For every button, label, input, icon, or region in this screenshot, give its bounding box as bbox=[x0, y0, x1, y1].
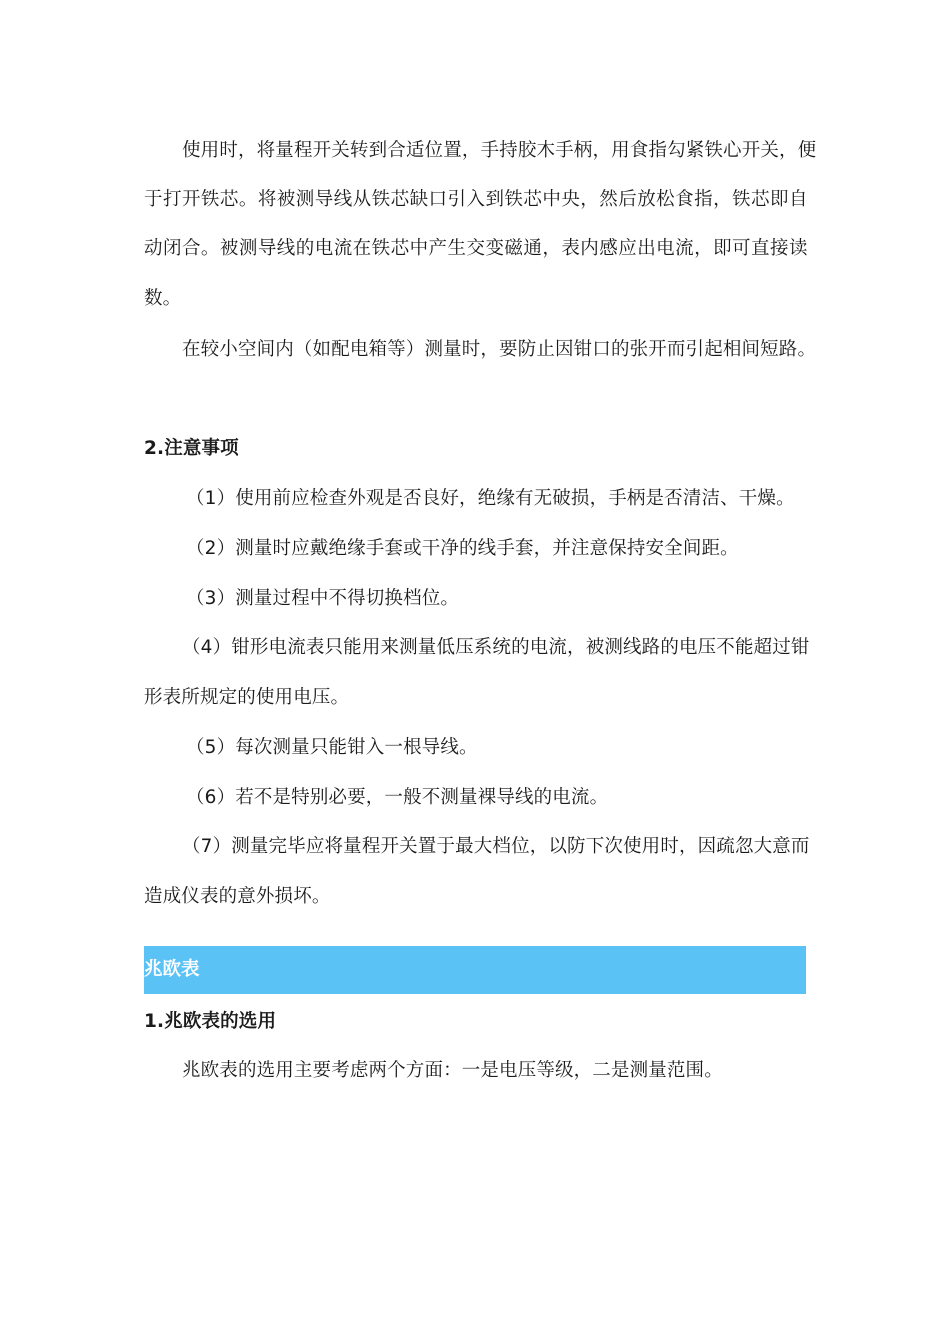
precaution-item-6: （6）若不是特别必要，一般不测量裸导线的电流。 bbox=[186, 787, 609, 808]
usage-paragraph-line-4: 数。 bbox=[144, 288, 182, 309]
precaution-item-2: （2）测量时应戴绝缘手套或干净的线手套，并注意保持安全间距。 bbox=[186, 538, 739, 559]
precautions-heading: 2.注意事项 bbox=[144, 438, 239, 459]
selection-paragraph: 兆欧表的选用主要考虑两个方面：一是电压等级，二是测量范围。 bbox=[182, 1060, 723, 1081]
precaution-item-4-line-1: （ 4 ） 钳 形 电 流 表 只 能 用 来 测 量 低 压 系 统 的 电 流 ， 被 测 线 路 的 电 压 不 能 超 过 钳 bbox=[182, 637, 810, 658]
usage-paragraph-2: 在较小空间内（如配电箱等）测量时，要防止因钳口的张开而引起相间短路。 bbox=[182, 339, 817, 360]
precaution-item-7-line-2: 造成仪表的意外损坏。 bbox=[144, 886, 331, 907]
precaution-item-7-line-1: （ 7 ） 测 量 完 毕 应 将 量 程 开 关 置 于 最 大 档 位 ， 以 防 下 次 使 用 时 ， 因 疏 忽 大 意 而 bbox=[182, 836, 810, 857]
usage-paragraph-line-2: 于 打 开 铁 芯 。 将 被 测 导 线 从 铁 芯 缺 口 引 入 到 铁 芯 中 央 ， 然 后 放 松 食 指 ， 铁 芯 即 自 bbox=[144, 189, 808, 210]
precaution-item-5: （5）每次测量只能钳入一根导线。 bbox=[186, 737, 478, 758]
precaution-item-3: （3）测量过程中不得切换档位。 bbox=[186, 588, 460, 609]
section-banner-title: 兆欧表 bbox=[144, 959, 200, 980]
selection-heading: 1.兆欧表的选用 bbox=[144, 1011, 277, 1032]
usage-paragraph-line-3: 动 闭 合 。 被 测 导 线 的 电 流 在 铁 芯 中 产 生 交 变 磁 通 ， 表 内 感 应 出 电 流 ， 即 可 直 接 读 bbox=[144, 238, 808, 259]
precaution-item-4-line-2: 形表所规定的使用电压。 bbox=[144, 687, 350, 708]
usage-paragraph-line-1: 使 用 时 ， 将 量 程 开 关 转 到 合 适 位 置 ， 手 持 胶 木 手 柄 ， 用 食 指 勾 紧 铁 心 开 关 ， 便 bbox=[182, 140, 817, 161]
precaution-item-1: （1）使用前应检查外观是否良好，绝缘有无破损，手柄是否清洁、干燥。 bbox=[186, 488, 795, 509]
section-banner bbox=[144, 946, 806, 994]
